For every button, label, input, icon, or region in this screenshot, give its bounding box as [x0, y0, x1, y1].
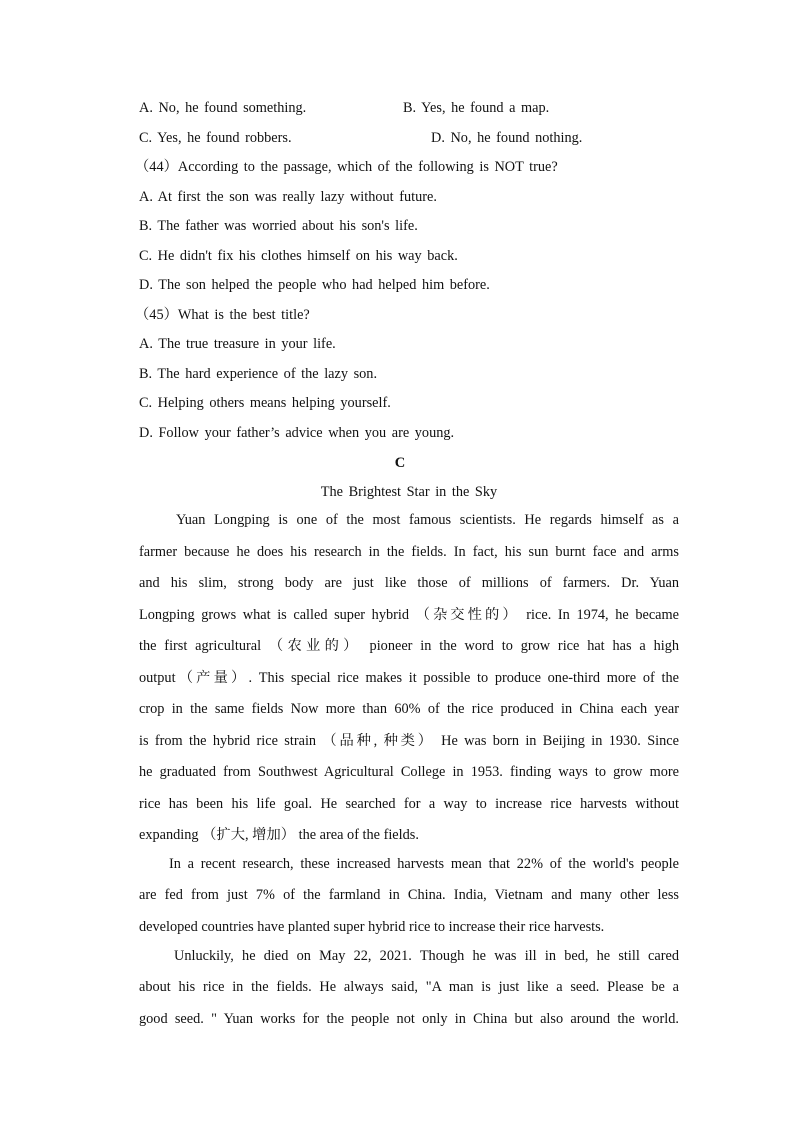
paragraph-line: farmer because he does his research in the fields. In fact, his sun burnt face and arms: [139, 544, 679, 560]
paragraph-line: Yuan Longping is one of the most famous scientists. He regards himself as a: [176, 512, 679, 528]
paragraph-line: expanding （扩大, 增加） the area of the fields.: [139, 827, 419, 843]
paragraph-line: the first agricultural （农业的） pioneer in the word to grow rice hat has a high: [139, 638, 679, 654]
paragraph-line: is from the hybrid rice strain （品种, 种类） He was born in Beijing in 1930. Since: [139, 733, 679, 749]
q45-stem: （45）What is the best title?: [135, 307, 310, 323]
paragraph-line: In a recent research, these increased harvests mean that 22% of the world's people: [169, 856, 679, 872]
paragraph-line: are fed from just 7% of the farmland in China. India, Vietnam and many other less: [139, 887, 679, 903]
q44-option-a: A. At first the son was really lazy without future.: [139, 189, 437, 205]
q45-option-a: A. The true treasure in your life.: [139, 336, 336, 352]
paragraph-line: output（产量）. This special rice makes it possible to produce one‐third more of the: [139, 670, 679, 686]
q44-option-d: D. The son helped the people who had helped him before.: [139, 277, 490, 293]
q43-option-b: B. Yes, he found a map.: [403, 100, 550, 116]
paragraph-line: crop in the same fields Now more than 60% of the rice produced in China each year: [139, 701, 679, 717]
paragraph-line: Unluckily, he died on May 22, 2021. Though he was ill in bed, he still cared: [174, 948, 679, 964]
q44-stem: （44）According to the passage, which of the following is NOT true?: [135, 159, 558, 175]
paragraph-line: and his slim, strong body are just like those of millions of farmers. Dr. Yuan: [139, 575, 679, 591]
passage-title: The Brightest Star in the Sky: [320, 484, 498, 500]
q45-option-c: C. Helping others means helping yourself.: [139, 395, 391, 411]
q43-option-c: C. Yes, he found robbers.: [139, 130, 292, 146]
paragraph-line: Longping grows what is called super hybrid （杂交性的） rice. In 1974, he became: [139, 607, 679, 623]
paragraph-line: developed countries have planted super hybrid rice to increase their rice harvests.: [139, 919, 605, 935]
paragraph-line: about his rice in the fields. He always said, "A man is just like a seed. Please be a: [139, 979, 679, 995]
q45-option-d: D. Follow your father’s advice when you are young.: [139, 425, 455, 441]
paragraph-line: he graduated from Southwest Agricultural College in 1953. finding ways to grow more: [139, 764, 679, 780]
paragraph-line: good seed. " Yuan works for the people not only in China but also around the world.: [139, 1011, 679, 1027]
q43-option-a: A. No, he found something.: [139, 100, 307, 116]
section-letter: C: [394, 455, 406, 471]
q44-option-c: C. He didn't fix his clothes himself on his way back.: [139, 248, 458, 264]
paragraph-line: rice has been his life goal. He searched for a way to increase rice harvests without: [139, 796, 679, 812]
q45-option-b: B. The hard experience of the lazy son.: [139, 366, 378, 382]
q44-option-b: B. The father was worried about his son's life.: [139, 218, 418, 234]
q43-option-d: D. No, he found nothing.: [431, 130, 583, 146]
